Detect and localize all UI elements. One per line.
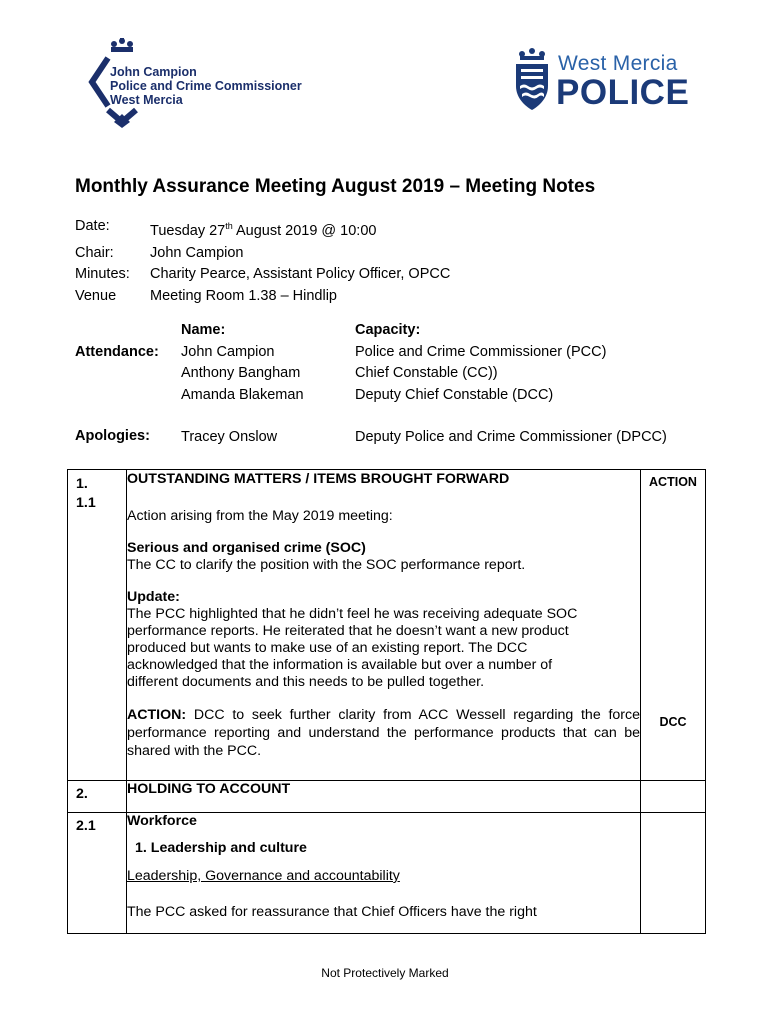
- venue-label: Venue: [75, 287, 117, 304]
- meeting-details: [75, 216, 450, 308]
- update-text: The PCC highlighted that he didn’t feel he was receiving adequate SOC performance reports. He reiterated that he doesn’t want a new product produced but wants to make use of an existing report. The DCC acknowledged that the information is available but over a number of different documents and this needs to be pulled together.: [127, 606, 578, 690]
- update-heading: Update:: [127, 589, 180, 605]
- numbered-item: 1. Leadership and culture: [135, 840, 307, 856]
- date-value: Tuesday 27th August 2019 @ 10:00: [150, 221, 377, 239]
- section-content-cell: [127, 470, 641, 781]
- police-logo-subtitle: West Mercia: [558, 52, 678, 75]
- chair-label: Chair:: [75, 244, 114, 261]
- pcc-logo-line1: John Campion: [110, 65, 197, 79]
- action-item: [127, 706, 640, 768]
- action-column-cell: [641, 470, 706, 781]
- chair-value: John Campion: [150, 244, 244, 261]
- apologies-capacity: Deputy Police and Crime Commissioner (DPCC): [355, 429, 667, 445]
- apologies-label: Apologies:: [75, 428, 150, 444]
- action-arising-text: Action arising from the May 2019 meeting:: [127, 508, 393, 524]
- apologies-name: Tracey Onslow: [181, 429, 278, 445]
- section-number-cell: [68, 781, 127, 813]
- action-text: DCC to seek further clarity from ACC Wessell regarding the force performance reporting and understand the performance products that can be shared with the PCC.: [127, 707, 640, 759]
- subsection-title: Workforce: [127, 813, 197, 829]
- action-owner: DCC: [659, 715, 687, 729]
- pcc-logo: [80, 38, 330, 128]
- police-crest-icon: [512, 48, 552, 112]
- section-number-cell: [68, 470, 127, 781]
- table-row: [68, 781, 706, 813]
- west-mercia-police-logo: [512, 48, 712, 112]
- leadership-heading: Leadership, Governance and accountability: [127, 868, 400, 884]
- attendee-name: Anthony Bangham: [181, 365, 301, 382]
- document-title: Monthly Assurance Meeting August 2019 – Meeting Notes: [75, 176, 596, 197]
- action-column-header: ACTION: [649, 475, 697, 489]
- table-row: [68, 813, 706, 934]
- date-label: Date:: [75, 218, 110, 234]
- action-column-cell: [641, 781, 706, 813]
- section-content-cell: [127, 813, 641, 934]
- section-content-cell: [127, 781, 641, 813]
- venue-value: Meeting Room 1.38 – Hindlip: [150, 287, 337, 304]
- attendance-label: Attendance:: [75, 343, 159, 360]
- section-title: OUTSTANDING MATTERS / ITEMS BROUGHT FORWARD: [127, 471, 510, 487]
- police-logo-title: POLICE: [556, 73, 690, 112]
- pcc-logo-line3: West Mercia: [110, 93, 183, 107]
- soc-heading: Serious and organised crime (SOC): [127, 540, 366, 556]
- attendee-name: Amanda Blakeman: [181, 387, 304, 404]
- closing-text: The PCC asked for reassurance that Chief Officers have the right: [127, 904, 537, 920]
- attendee-capacity: Deputy Chief Constable (DCC): [355, 387, 554, 404]
- attendee-name: John Campion: [181, 343, 275, 360]
- minutes-row: [75, 264, 450, 286]
- venue-row: [75, 286, 450, 308]
- minutes-value: Charity Pearce, Assistant Policy Officer, OPCC: [150, 266, 451, 283]
- protective-marking-footer: Not Protectively Marked: [321, 966, 449, 980]
- pcc-logo-line2: Police and Crime Commissioner: [110, 79, 302, 93]
- soc-text: The CC to clarify the position with the SOC performance report.: [127, 557, 526, 573]
- attendee-capacity: Chief Constable (CC)): [355, 365, 498, 382]
- action-column-cell: [641, 813, 706, 934]
- action-label: ACTION:: [127, 707, 187, 723]
- section-title: HOLDING TO ACCOUNT: [127, 781, 291, 797]
- minutes-table: [67, 469, 706, 934]
- attendee-capacity: Police and Crime Commissioner (PCC): [355, 343, 607, 360]
- name-header: Name:: [181, 322, 226, 338]
- date-row: [75, 216, 450, 243]
- subsection-number: 1.1: [76, 495, 96, 511]
- section-number-cell: [68, 813, 127, 934]
- section-number: 2.: [76, 786, 88, 802]
- table-row: [68, 470, 706, 781]
- chair-row: [75, 243, 450, 265]
- subsection-number: 2.1: [76, 818, 96, 834]
- capacity-header: Capacity:: [355, 322, 421, 338]
- section-number: 1.: [76, 476, 88, 492]
- minutes-label: Minutes:: [75, 266, 130, 283]
